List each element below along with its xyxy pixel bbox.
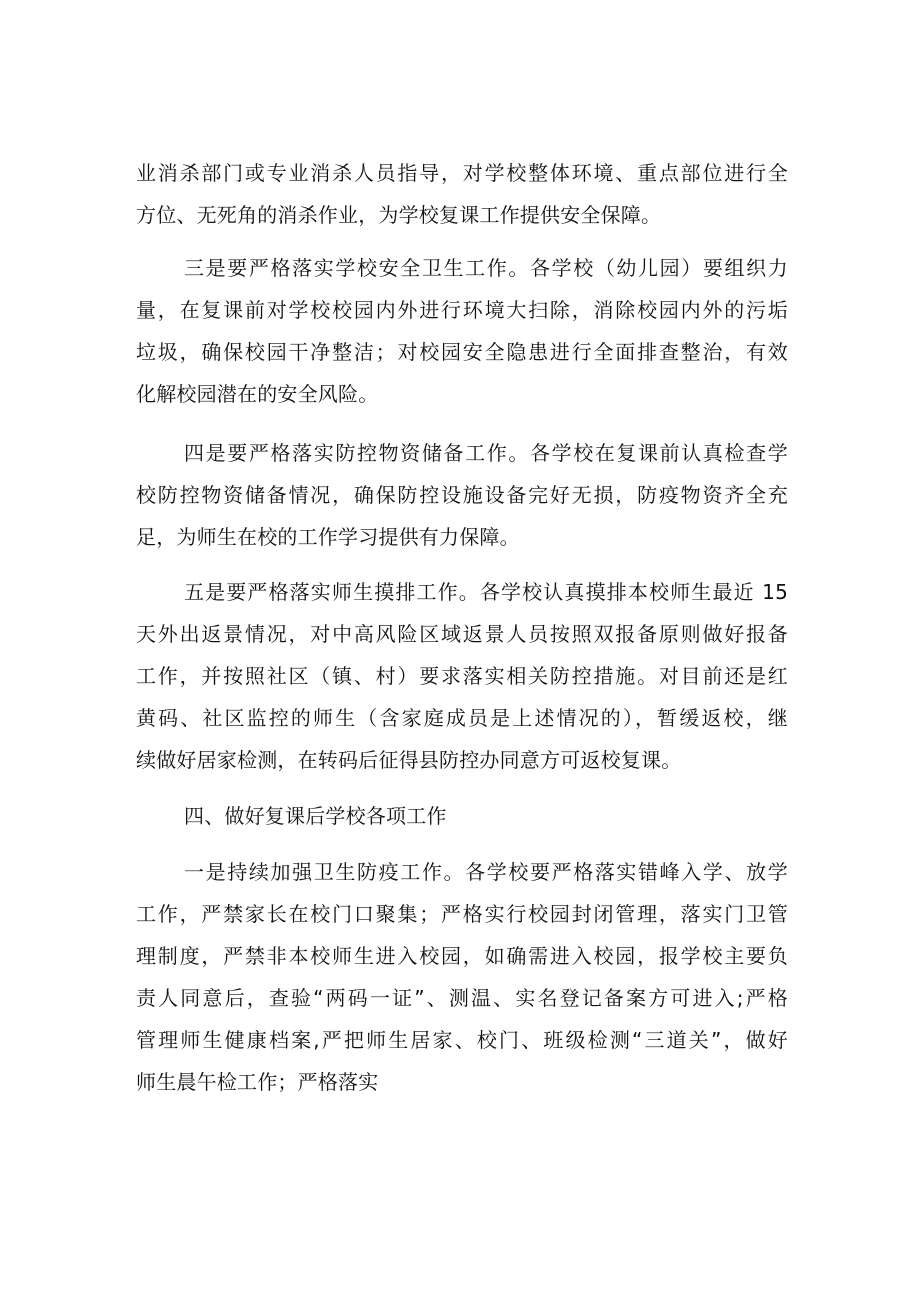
section-heading: 四、做好复课后学校各项工作 bbox=[184, 804, 447, 828]
paragraph-first-line: 四是要严格落实防控物资储备工作。各学校在复课前认真检查学 bbox=[184, 441, 788, 465]
paragraph-line: 足，为师生在校的工作学习提供有力保障。 bbox=[136, 525, 520, 549]
paragraph-line: 化解校园潜在的安全风险。 bbox=[136, 382, 379, 406]
paragraph-line: 方位、无死角的消杀作业，为学校复课工作提供安全保障。 bbox=[136, 203, 662, 227]
paragraph-first-line: 三是要严格落实学校安全卫生工作。各学校（幼儿园）要组织力 bbox=[184, 256, 788, 280]
paragraph-line: 管理师生健康档案,严把师生居家、校门、班级检测“三道关”，做好 bbox=[136, 1028, 788, 1052]
paragraph-line: 续做好居家检测，在转码后征得县防控办同意方可返校复课。 bbox=[136, 748, 682, 772]
paragraph-line: 师生晨午检工作；严格落实 bbox=[136, 1070, 379, 1094]
paragraph-line: 量，在复课前对学校校园内外进行环境大扫除，消除校园内外的污垢 bbox=[136, 298, 788, 322]
paragraph-line: 黄码、社区监控的师生（含家庭成员是上述情况的），暂缓返校，继 bbox=[136, 706, 788, 730]
paragraph-line: 垃圾，确保校园干净整洁；对校园安全隐患进行全面排查整治，有效 bbox=[136, 340, 788, 364]
paragraph-line: 理制度，严禁非本校师生进入校园，如确需进入校园，报学校主要负 bbox=[136, 944, 788, 968]
paragraph-first-line: 一是持续加强卫生防疫工作。各学校要严格落实错峰入学、放学 bbox=[184, 860, 788, 884]
paragraph-line: 责人同意后，查验“两码一证”、测温、实名登记备案方可进入;严格 bbox=[136, 986, 788, 1010]
paragraph-line: 天外出返景情况，对中高风险区域返景人员按照双报备原则做好报备 bbox=[136, 622, 788, 646]
paragraph-line: 业消杀部门或专业消杀人员指导，对学校整体环境、重点部位进行全 bbox=[136, 161, 788, 185]
paragraph-first-line: 五是要严格落实师生摸排工作。各学校认真摸排本校师生最近 15 bbox=[184, 580, 788, 604]
paragraph-line: 工作，严禁家长在校门口聚集；严格实行校园封闭管理，落实门卫管 bbox=[136, 902, 788, 926]
paragraph-line: 校防控物资储备情况，确保防控设施设备完好无损，防疫物资齐全充 bbox=[136, 483, 788, 507]
paragraph-line: 工作，并按照社区（镇、村）要求落实相关防控措施。对目前还是红 bbox=[136, 664, 788, 688]
